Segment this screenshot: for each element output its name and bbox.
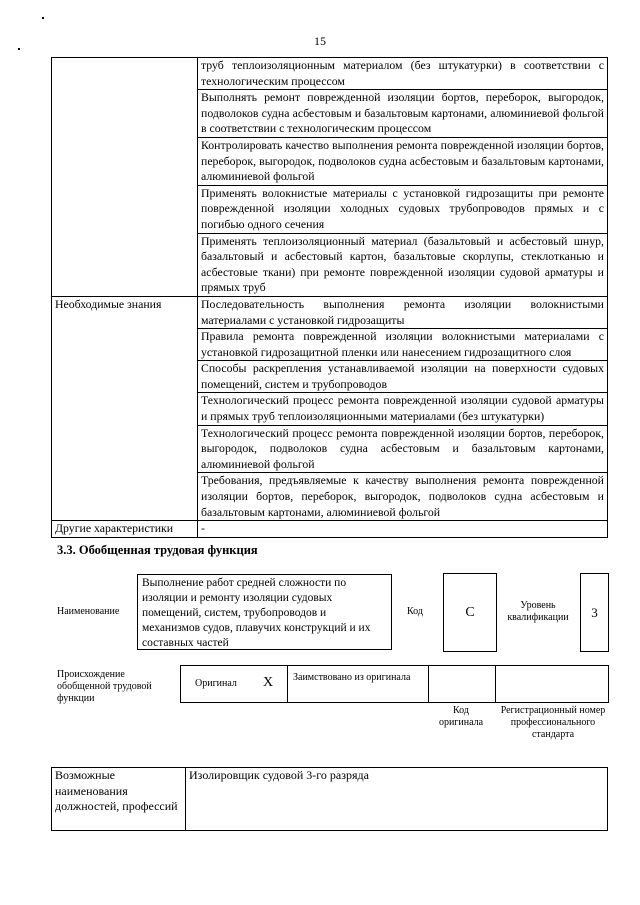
reg-number-caption: Регистрационный номер профессионального стандарта [500, 705, 606, 740]
knowledge-row: Способы раскрепления устанавливаемой изоляции на поверхности судовых помещений, систем и трубопроводов [198, 361, 608, 393]
code-value: C [465, 604, 475, 620]
original-mark: X [263, 675, 274, 690]
empty-label-cell [52, 58, 198, 297]
code-box [443, 573, 497, 652]
knowledge-row: Технологический процесс ремонта поврежденной изоляции бортов, переборок, выгородок, подволоков судна асбестовым и базальтовым картонами, алюминиевой фольгой [198, 425, 608, 473]
action-row: Применять волокнистые материалы с установкой гидрозащиты при ремонте поврежденной изоляции холодных судовых трубопроводов прямых и с погибью одного сечения [198, 185, 608, 233]
action-row: труб теплоизоляционным материалом (без штукатурки) в соответствии с технологическим процессом [198, 58, 608, 90]
action-row: Применять теплоизоляционный материал (базальтовый и асбестовый шнур, базальтовый и асбестовый картон, базальтовые скорлупы, стеклотканью и асбестовые ткани) при ремонте поврежденной изоляции судовой арматуры и прямых труб [198, 233, 608, 296]
origin-box [180, 665, 609, 703]
corner-mark-top [42, 17, 44, 19]
knowledge-row: Правила ремонта поврежденной изоляции волокнистыми материалами с установкой гидрозащитной пленки или нанесением гидрозащитного слоя [198, 329, 608, 361]
knowledge-label: Необходимые знания [52, 296, 198, 520]
function-name: Выполнение работ средней сложности по изоляции и ремонту изоляции судовых помещений, систем, трубопроводов и механизмов судов, плавучих конструкций и их составных частей [142, 577, 371, 649]
function-name-box [137, 574, 392, 650]
positions-value: Изолировщик судовой 3-го разряда [186, 768, 608, 831]
knowledge-row: Технологический процесс ремонта поврежденной изоляции судовой арматуры и прямых труб теплоизоляционными материалами (без штукатурки) [198, 393, 608, 425]
original-label: Оригинал [195, 678, 237, 689]
action-row: Контролировать качество выполнения ремонта поврежденной изоляции бортов, переборок, выгородок, подволоков судна асбестовым и базальтовым картонами, алюминиевой фольгой [198, 137, 608, 185]
knowledge-row: Требования, предъявляемые к качеству выполнения ремонта поврежденной изоляции бортов, переборок, выгородок, подволоков судна асбестовым и базальтовым картонами, алюминиевой фольгой [198, 473, 608, 521]
origin-divider [428, 666, 429, 702]
level-box [580, 573, 609, 652]
origin-divider [495, 666, 496, 702]
original-cell [181, 666, 288, 702]
positions-table [51, 767, 608, 831]
labor-function-table [51, 57, 608, 538]
positions-label: Возможные наименования должностей, профессий [52, 768, 186, 831]
code-label: Код [407, 606, 423, 617]
origin-label: Происхождение обобщенной трудовой функции [57, 669, 152, 704]
section-title: 3.3. Обобщенная трудовая функция [57, 543, 258, 557]
level-value: 3 [591, 604, 598, 620]
borrowed-label: Заимствовано из оригинала [293, 672, 411, 683]
knowledge-row: Последовательность выполнения ремонта изоляции волокнистыми материалами с установкой гидрозащиты [198, 296, 608, 328]
action-row: Выполнять ремонт поврежденной изоляции бортов, переборок, выгородок, подволоков судна асбестовым и базальтовым картонами, алюминиевой фольгой в соответствии с технологическим процессом [198, 90, 608, 138]
name-label: Наименование [57, 606, 120, 617]
other-label: Другие характеристики [52, 521, 198, 538]
code-original-caption: Код оригинала [438, 705, 484, 728]
other-value: - [198, 521, 608, 538]
level-label: Уровень квалификации [507, 600, 569, 623]
page-number: 15 [314, 34, 326, 48]
